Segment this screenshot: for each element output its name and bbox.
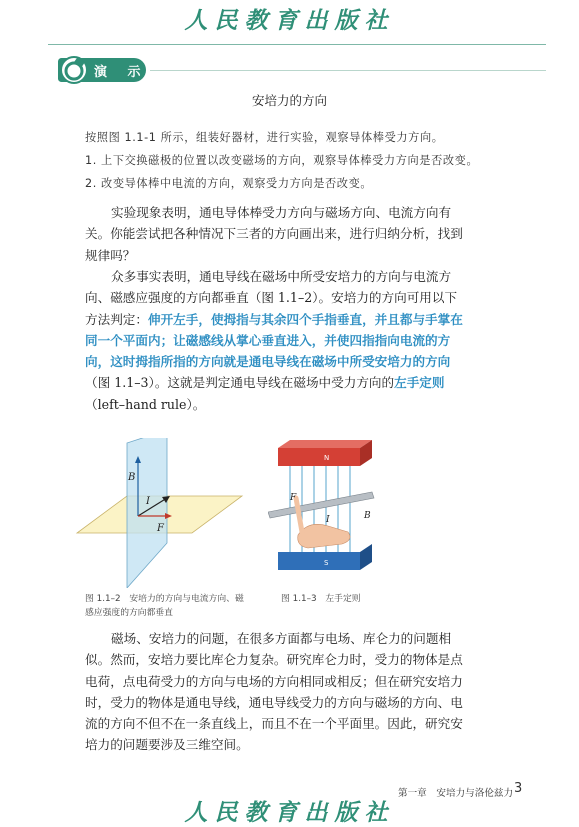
conductor-rod xyxy=(268,492,374,518)
label-i: I xyxy=(146,496,150,507)
magnet-south-side xyxy=(360,544,372,570)
demo-label: 演 示 xyxy=(94,65,149,80)
label-b: B xyxy=(128,472,136,483)
label-s: S xyxy=(324,559,329,567)
demo-step-2: 2. 改变导体棒中电流的方向，观察受力方向是否改变。 xyxy=(85,177,373,190)
label-i: I xyxy=(326,515,330,525)
header-rule xyxy=(48,44,546,45)
magnet-north xyxy=(278,448,360,466)
page-number: 3 xyxy=(514,781,523,796)
demo-rule xyxy=(150,70,546,71)
figure-1-1-3-caption: 图 1.1–3 左手定则 xyxy=(281,594,361,604)
footer-chapter: 第一章 安培力与洛伦兹力 xyxy=(398,788,514,799)
paragraph-2 xyxy=(85,266,465,415)
magnet-south xyxy=(278,552,360,570)
paragraph-1-text: 实验现象表明，通电导体棒受力方向与磁场方向、电流方向有关。你能尝试把各种情况下三者的方向画出来，进行归纳分析，找到规律吗？ xyxy=(85,205,463,263)
paragraph-2-text-c: （left–hand rule）。 xyxy=(85,396,206,412)
paragraph-1 xyxy=(85,202,465,266)
paragraph-2-text-a: 众多事实表明，通电导线在磁场中所受安培力的方向与电流方向、磁感应强度的方向都垂直（图 1.1–2）。安培力的方向可用以下方法判定： xyxy=(85,269,458,327)
magnet-north-top xyxy=(278,440,372,448)
left-hand xyxy=(298,524,350,548)
label-f: F xyxy=(157,523,164,534)
demo-step-intro: 按照图 1.1-1 所示，组装好器材，进行实验，观察导体棒受力方向。 xyxy=(85,131,444,144)
publisher-header: 人民教育出版社 xyxy=(184,7,395,34)
thumb xyxy=(296,498,302,532)
label-n: N xyxy=(324,454,330,462)
demo-step-1: 1. 上下交换磁极的位置以改变磁场的方向，观察导体棒受力方向是否改变。 xyxy=(85,154,479,167)
left-hand-rule-statement: 伸开左手，使拇指与其余四个手指垂直，并且都与手掌在同一个平面内；让磁感线从掌心垂直进入，并使四指指向电流的方向，这时拇指所指的方向就是通电导线在磁场中所受安培力的方向 xyxy=(85,311,463,370)
figure-1-1-2-caption: 图 1.1–2 安培力的方向与电流方向、磁感应强度的方向都垂直 xyxy=(85,594,244,618)
figure-1-1-3 xyxy=(268,440,378,580)
paragraph-2-text-b: （图 1.1–3）。这就是判定通电导线在磁场中受力方向的 xyxy=(85,375,395,391)
left-hand-rule-term: 左手定则 xyxy=(394,375,445,391)
demo-title: 安培力的方向 xyxy=(251,93,327,108)
label-f: F xyxy=(290,493,297,503)
magnet-icon xyxy=(60,56,88,84)
publisher-footer: 人民教育出版社 xyxy=(184,799,395,826)
vertical-plane xyxy=(127,438,167,588)
label-b: B xyxy=(364,511,371,521)
figure-1-1-2 xyxy=(72,438,272,588)
paragraph-3-text: 磁场、安培力的问题，在很多方面都与电场、库仑力的问题相似。然而，安培力要比库仑力复杂。研究库仑力时，受力的物体是点电荷，点电荷受力的方向与电场的方向相同或相反；但在研究安培力时，受力的物体是通电导线，通电导线受力的方向与磁场的方向、电流的方向不但不在一条直线上，而且不在一个平面里。因此，研究安培力的问题要涉及三维空间。 xyxy=(85,631,463,753)
paragraph-3 xyxy=(85,628,465,756)
